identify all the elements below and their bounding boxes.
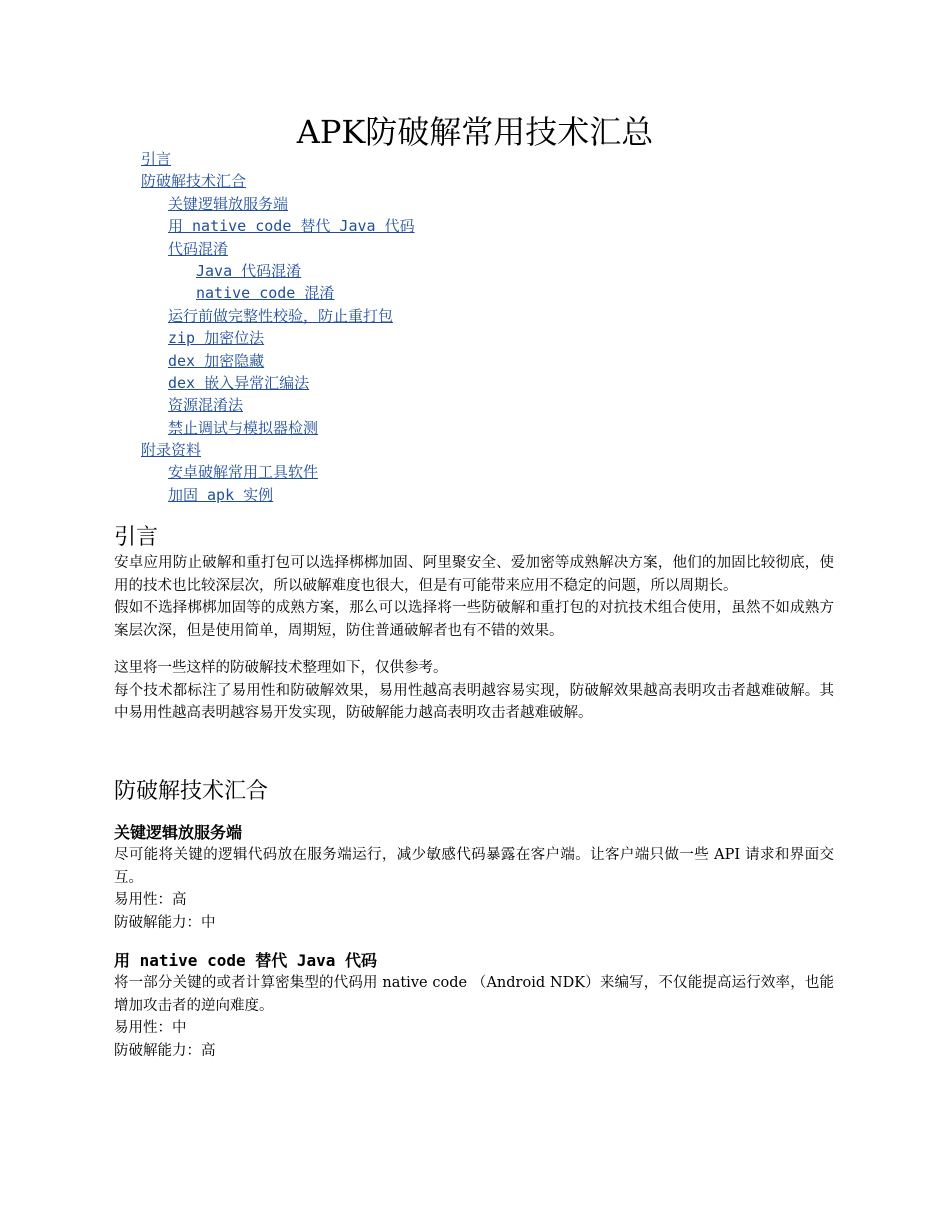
intro-section (114, 524, 834, 725)
toc-link-anti-debug-emulator[interactable]: 禁止调试与模拟器检测 (168, 418, 319, 437)
technique-usability: 易用性：高 (114, 892, 187, 908)
toc-link-server-side-logic[interactable]: 关键逻辑放服务端 (168, 194, 289, 213)
intro-paragraph-4: 每个技术都标注了易用性和防破解效果，易用性越高表明越容易实现，防破解效果越高表明攻击者越难破解。其中易用性越高表明越容易开发实现，防破解能力越高表明攻击者越难破解。 (114, 682, 834, 721)
intro-paragraph-1: 安卓应用防止破解和重打包可以选择梆梆加固、阿里聚安全、爱加密等成熟解决方案，他们的加固比较彻底，使用的技术也比较深层次，所以破解难度也很大，但是有可能带来应用不稳定的问题，所以周期长。 (114, 555, 834, 594)
technique-protection: 防破解能力：中 (114, 914, 216, 931)
intro-heading: 引言 (114, 525, 159, 550)
toc-link-native-obfuscation[interactable]: native code 混淆 (196, 284, 335, 303)
toc-link-intro[interactable]: 引言 (141, 150, 172, 168)
document-title: APK防破解常用技术汇总 (296, 113, 654, 151)
technique-heading: 用 native code 替代 Java 代码 (114, 951, 378, 970)
toc-link-resource-obfuscation[interactable]: 资源混淆法 (168, 396, 244, 415)
techniques-section (114, 778, 834, 1062)
technique-heading: 关键逻辑放服务端 (114, 823, 243, 842)
technique-server-side (114, 822, 834, 934)
toc-link-dex-encrypt-hide[interactable]: dex 加密隐藏 (168, 351, 265, 370)
toc-link-integrity-check[interactable]: 运行前做完整性校验，防止重打包 (168, 306, 394, 325)
toc-link-hardened-apk-example[interactable]: 加固 apk 实例 (168, 485, 274, 504)
technique-body: 尽可能将关键的逻辑代码放在服务端运行，减少敏感代码暴露在客户端。让客户端只做一些 API 请求和界面交互。 (114, 847, 834, 886)
intro-paragraph-3: 这里将一些这样的防破解技术整理如下，仅供参考。 (114, 660, 448, 676)
technique-usability: 易用性：中 (114, 1020, 187, 1036)
technique-protection: 防破解能力：高 (114, 1042, 216, 1059)
toc-link-zip-encrypt-bit[interactable]: zip 加密位法 (168, 329, 265, 348)
table-of-contents (141, 148, 841, 506)
toc-link-appendix[interactable]: 附录资料 (141, 441, 202, 460)
toc-link-dex-exception-asm[interactable]: dex 嵌入异常汇编法 (168, 373, 310, 392)
toc-link-java-obfuscation[interactable]: Java 代码混淆 (196, 261, 302, 280)
intro-paragraph-2: 假如不选择梆梆加固等的成熟方案，那么可以选择将一些防破解和重打包的对抗技术组合使用，虽然不如成熟方案层次深，但是使用简单，周期短，防住普通破解者也有不错的效果。 (114, 600, 834, 639)
toc-link-anti-crack-techniques[interactable]: 防破解技术汇合 (141, 172, 247, 191)
technique-body: 将一部分关键的或者计算密集型的代码用 native code （Android NDK）来编写，不仅能提高运行效率，也能增加攻击者的逆向难度。 (114, 975, 834, 1014)
technique-native-code (114, 950, 834, 1062)
toc-link-code-obfuscation[interactable]: 代码混淆 (168, 239, 229, 258)
toc-link-native-code[interactable]: 用 native code 替代 Java 代码 (168, 217, 415, 236)
techniques-heading: 防破解技术汇合 (114, 779, 269, 804)
toc-link-tools[interactable]: 安卓破解常用工具软件 (168, 463, 319, 482)
